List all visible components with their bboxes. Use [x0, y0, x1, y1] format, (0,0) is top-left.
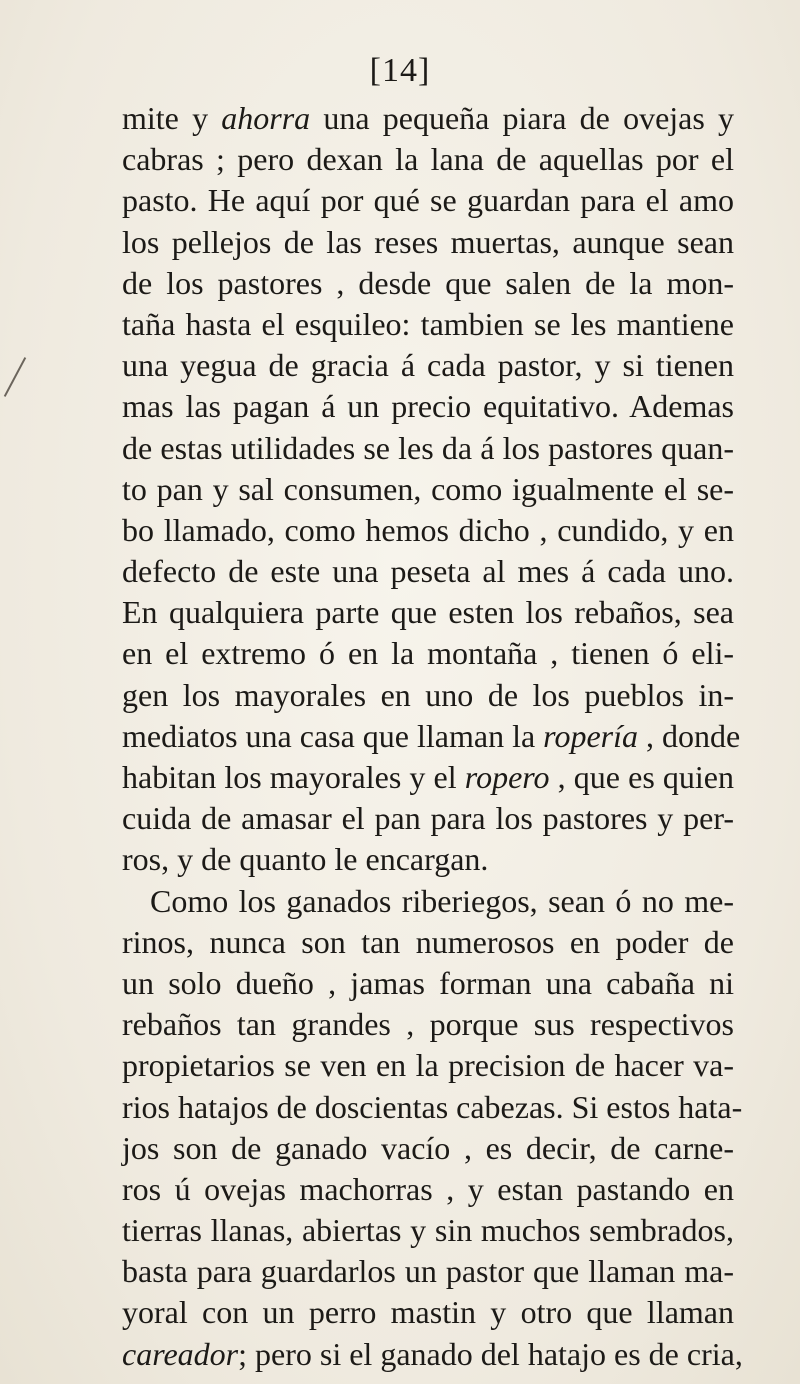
text-line	[122, 1210, 734, 1251]
text-line	[122, 1292, 734, 1333]
text-line	[122, 386, 734, 427]
text-run: to pan y sal consumen, como igualmente el se-	[122, 470, 734, 507]
text-line	[122, 510, 734, 551]
text-run: tierras llanas, abiertas y sin muchos sembrados,	[122, 1212, 734, 1249]
text-line	[122, 345, 734, 386]
italic-term: careador	[122, 1335, 239, 1372]
text-run: Como los ganados riberiegos, sean ó no me-	[150, 882, 734, 919]
text-line	[122, 1045, 734, 1086]
text-line	[122, 757, 734, 798]
text-line	[122, 1128, 734, 1169]
text-run: yoral con un perro mastin y otro que llaman	[122, 1294, 734, 1331]
text-run: de estas utilidades se les da á los pastores quan-	[122, 429, 734, 466]
margin-pencil-mark	[4, 357, 26, 397]
text-run: basta para guardarlos un pastor que llaman ma-	[122, 1253, 734, 1290]
text-line	[122, 263, 734, 304]
text-run: , que es quien	[549, 759, 735, 795]
text-line	[122, 1334, 743, 1375]
text-run: bo llamado, como hemos dicho , cundido, y en	[122, 511, 734, 548]
italic-term: ahorra	[221, 100, 311, 136]
text-line	[122, 592, 734, 633]
text-line	[122, 798, 734, 839]
text-line	[122, 1169, 734, 1210]
text-line	[122, 922, 734, 963]
text-run: una pequeña piara de ovejas y	[310, 100, 734, 136]
page-number: [14]	[369, 52, 431, 89]
text-line	[122, 675, 734, 716]
text-run: cabras ; pero dexan la lana de aquellas por el	[122, 141, 734, 178]
text-line	[122, 1087, 743, 1128]
text-run: cuida de amasar el pan para los pastores y per-	[122, 800, 734, 837]
text-run: , donde	[637, 717, 741, 754]
text-run: ; pero si el ganado del hatajo es de cria,	[238, 1335, 743, 1372]
text-line	[122, 469, 734, 510]
text-run: propietarios se ven en la precision de hacer va-	[122, 1047, 734, 1084]
text-run: los pellejos de las reses muertas, aunque sean	[122, 223, 734, 260]
text-run: rinos, nunca son tan numerosos en poder de	[122, 923, 734, 960]
text-line	[122, 180, 734, 221]
text-run: jos son de ganado vacío , es decir, de carne-	[122, 1129, 734, 1166]
text-run: mite y	[122, 100, 222, 136]
text-line	[122, 139, 734, 180]
text-run: En qualquiera parte que esten los rebaños, sea	[122, 594, 734, 631]
text-run: rebaños tan grandes , porque sus respectivos	[122, 1006, 734, 1043]
text-line	[122, 716, 741, 757]
text-run: en el extremo ó en la montaña , tienen ó eli-	[122, 635, 734, 672]
body-text	[122, 98, 743, 1375]
text-run: de los pastores , desde que salen de la mon-	[122, 264, 734, 301]
italic-term: ropería	[543, 717, 638, 754]
text-run: gen los mayorales en uno de los pueblos in-	[122, 676, 734, 713]
text-run: taña hasta el esquileo: tambien se les mantiene	[122, 305, 734, 342]
text-line	[122, 304, 734, 345]
text-line	[122, 881, 734, 922]
text-line	[122, 1251, 734, 1292]
text-line	[122, 839, 734, 880]
text-line	[122, 222, 734, 263]
text-run: mediatos una casa que llaman la	[122, 717, 544, 754]
text-line	[122, 98, 734, 139]
text-run: defecto de este una peseta al mes á cada uno.	[122, 553, 734, 590]
text-line	[122, 633, 734, 674]
text-run: habitan los mayorales y el	[122, 759, 465, 795]
text-run: una yegua de gracia á cada pastor, y si tienen	[122, 347, 734, 384]
text-line	[122, 428, 734, 469]
text-run: ros ú ovejas machorras , y estan pastando en	[122, 1170, 734, 1207]
text-run: ros, y de quanto le encargan.	[122, 841, 489, 878]
text-run: rios hatajos de doscientas cabezas. Si estos hata-	[122, 1088, 743, 1125]
italic-term: ropero	[464, 759, 550, 795]
text-run: pasto. He aquí por qué se guardan para el amo	[122, 182, 734, 219]
text-line	[122, 963, 734, 1004]
text-run: un solo dueño , jamas forman una cabaña ni	[122, 964, 734, 1001]
text-line	[122, 1004, 734, 1045]
text-line	[122, 551, 734, 592]
text-run: mas las pagan á un precio equitativo. Ademas	[122, 388, 734, 425]
